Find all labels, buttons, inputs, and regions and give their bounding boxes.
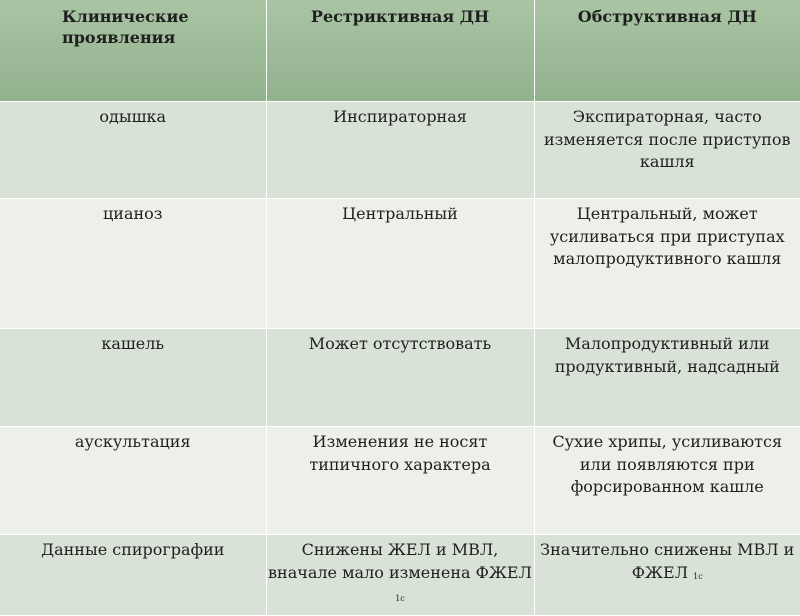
header-clinical: Клинические проявления <box>0 0 266 102</box>
cell-obstructive: Экспираторная, часто изменяется после приступов кашля <box>534 102 800 199</box>
cell-restrictive-text: Снижены ЖЕЛ и МВЛ, вначале мало изменена ФЖЕЛ <box>268 540 532 582</box>
cell-restrictive: Изменения не носят типичного характера <box>266 427 534 535</box>
cell-symptom: Данные спирографии <box>0 535 266 616</box>
fev-subscript: 1с <box>693 571 703 581</box>
header-restrictive: Рестриктивная ДН <box>266 0 534 102</box>
table-row <box>0 102 800 199</box>
cell-obstructive <box>534 535 800 616</box>
table-row <box>0 199 800 329</box>
cell-obstructive: Центральный, может усиливаться при приступах малопродуктивного кашля <box>534 199 800 329</box>
cell-restrictive <box>266 535 534 616</box>
cell-symptom: аускультация <box>0 427 266 535</box>
cell-obstructive: Малопродуктивный или продуктивный, надсадный <box>534 329 800 427</box>
cell-symptom: одышка <box>0 102 266 199</box>
cell-symptom: цианоз <box>0 199 266 329</box>
cell-restrictive: Центральный <box>266 199 534 329</box>
table-row <box>0 329 800 427</box>
cell-obstructive: Сухие хрипы, усиливаются или появляются при форсированном кашле <box>534 427 800 535</box>
cell-restrictive: Может отсутствовать <box>266 329 534 427</box>
cell-restrictive: Инспираторная <box>266 102 534 199</box>
cell-symptom: кашель <box>0 329 266 427</box>
table-row <box>0 427 800 535</box>
table-row <box>0 535 800 616</box>
header-obstructive: Обструктивная ДН <box>534 0 800 102</box>
cell-obstructive-text: Значительно снижены МВЛ и ФЖЕЛ <box>540 540 795 582</box>
fev-subscript: 1с <box>395 594 405 603</box>
table-header-row <box>0 0 800 102</box>
